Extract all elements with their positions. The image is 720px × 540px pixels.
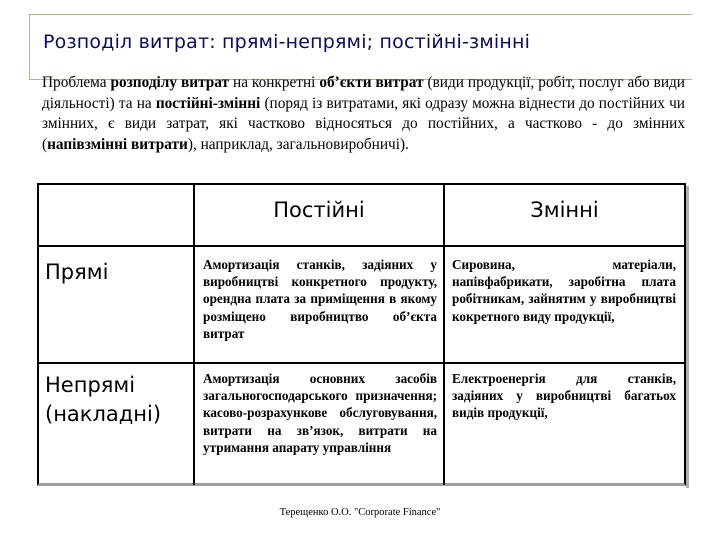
intro-paragraph [42,73,685,155]
cell-indirect-variable: Електроенергія для станків, задіяних у виробництві багатьох видів продукції, [452,371,676,421]
intro-text-4: (поряд із витратами, які одразу можна віднести до постійних чи змінних, є види затрат, які частково відносяться до постійних, а частково - до змінних ( [42,94,685,153]
intro-text-1: Проблема [42,74,111,91]
table-hline-2 [39,362,684,364]
intro-text-2: на конкретні [229,74,320,91]
table-shadow [686,186,689,488]
footer-author: Терещенко О.О. "Corporate Finance" [279,507,441,518]
cell-indirect-fixed: Амортизація основних засобів загальногосподарського призначення; касово-розрахункове обслуговування, витрати на зв’язок, витрати на утримання апарату управління [203,371,437,455]
title-frame-left [29,14,30,80]
intro-bold-semi-variable: напівзмінні витрати [47,135,188,153]
cell-direct-variable: Сировина, матеріали, напівфабрикати, заробітна плата робітникам, зайнятим у виробництві кокретного виду продукції, [452,257,676,324]
title-frame-top [29,14,692,15]
intro-text-3: (види продукції, робіт, послуг або види діяльності) та на [42,74,685,112]
slide-title: Розподіл витрат: прямі-непрямі; постійні-змінні [43,31,531,53]
table-hline-1 [39,245,684,247]
col-header-fixed: Постійні [273,198,365,222]
row-label-direct: Прямі [45,260,109,284]
table-vline-1 [193,185,195,485]
row-label-indirect: Непрямі (накладні) [45,373,162,426]
intro-bold-distribution: розподілу витрат [110,74,230,91]
table-vline-2 [443,185,445,485]
intro-bold-fixed-variable: постійні-змінні [155,94,261,112]
intro-text-5: ), наприклад, загальновиробничі). [187,135,409,153]
cell-direct-fixed: Амортизація станків, задіяних у виробництві конкретного продукту, орендна плата за приміщення в якому розміщено виробництво об’єкта витрат [203,257,437,341]
cost-table [37,183,686,486]
col-header-variable: Змінні [530,198,599,222]
intro-bold-cost-objects: об’єкти витрат [319,74,424,91]
